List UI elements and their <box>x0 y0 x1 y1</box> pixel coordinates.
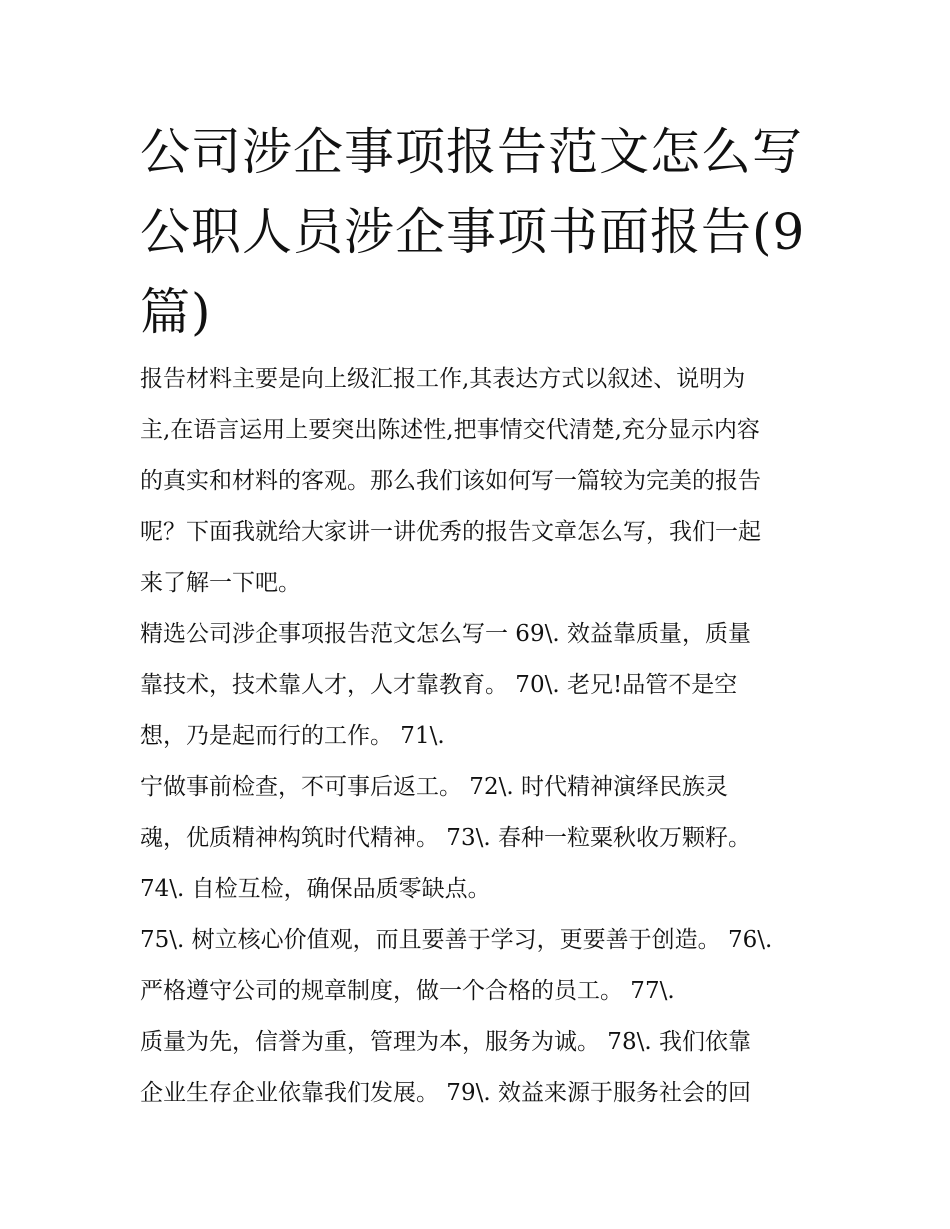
body-line: 报告材料主要是向上级汇报工作,其表达方式以叙述、说明为 <box>140 366 746 392</box>
body-line: 企业生存企业依靠我们发展。 79\. 效益来源于服务社会的回 <box>140 1080 751 1106</box>
body-line: 来了解一下吧。 <box>140 570 301 596</box>
body-line: 想，乃是起而行的工作。 71\. <box>140 723 445 749</box>
body-line: 主,在语言运用上要突出陈述性,把事情交代清楚,充分显示内容 <box>140 417 760 443</box>
body-line: 精选公司涉企事项报告范文怎么写一 69\. 效益靠质量，质量 <box>140 621 751 647</box>
body-line: 魂，优质精神构筑时代精神。 73\. 春种一粒粟秋收万颗籽。 <box>140 825 751 851</box>
body-line: 宁做事前检查，不可事后返工。 72\. 时代精神演绎民族灵 <box>140 774 728 800</box>
title-line: 公职人员涉企事项书面报告(9 <box>140 203 806 261</box>
title-line: 篇) <box>140 283 212 341</box>
body-line: 呢？下面我就给大家讲一讲优秀的报告文章怎么写，我们一起 <box>140 519 761 545</box>
body-line: 质量为先，信誉为重，管理为本，服务为诚。 78\. 我们依靠 <box>140 1029 751 1055</box>
title-line: 公司涉企事项报告范文怎么写 <box>140 123 803 181</box>
body-line: 的真实和材料的客观。那么我们该如何写一篇较为完美的报告 <box>140 468 761 494</box>
body-line: 靠技术，技术靠人才，人才靠教育。 70\. 老兄!品管不是空 <box>140 672 738 698</box>
body-line: 75\. 树立核心价值观，而且要善于学习，更要善于创造。 76\. <box>140 927 773 953</box>
body-line: 严格遵守公司的规章制度，做一个合格的员工。 77\. <box>140 978 675 1004</box>
body-line: 74\. 自检互检，确保品质零缺点。 <box>140 876 491 902</box>
document-body <box>140 354 830 1119</box>
document-title <box>140 112 830 352</box>
